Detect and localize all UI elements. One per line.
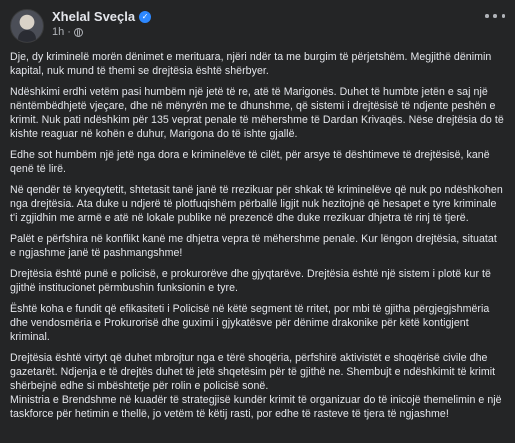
author-meta [52,8,151,38]
more-options-icon[interactable] [485,10,505,22]
post-paragraph: Palët e përfshira në konflikt kanë me dhjetra vepra të mëhershme penale. Kur lëngon drejtësia, situatat e ngjashme janë të pashmangshme! [10,233,497,259]
post-paragraph: Drejtësia është virtyt që duhet mbrojtur nga e tërë shoqëria, përfshirë aktivistët e shoqërisë civile dhe gazetarët. Ndjenja e të drejtës duhet të jetë shqetësim për të gjithë ne. Shembujt e ndëshkimit të krimit shërbejnë edhe si mbështetje për rolin e policisë sonë. Ministria e Brendshme në kuadër të strategjisë kundër krimit të organizuar do të inicojë themelimin e një taskforce për hetimin e thellë, jo vetëm të këtij rasti, por edhe të rasteve të tjera të ngjashme! [10,352,502,420]
post-meta-row [52,26,151,38]
post-paragraph: Dje, dy kriminelë morën dënimet e merituara, njëri ndër ta me burgim të përjetshëm. Megjithë dënimin kapital, nuk mund të themi se drejtësia është shërbyer. [10,51,492,77]
post-paragraph: Ndëshkimi erdhi vetëm pasi humbëm një jetë të re, atë të Marigonës. Duhet të humbte jetën e saj një nëntëmbëdhjetë vjeçare, dhe në mënyrën me te dhunshme, që sistemi i drejtësisë të ndjente peshën e krimit. Nuk pati ndëshkim për 135 veprat penale të mëhershme të Dardan Krivaqës. Nëse drejtësia do të kishte reaguar në kohën e duhur, Marigona do të ishte gjallë. [10,86,504,140]
post-paragraph: Është koha e fundit që efikasiteti i Policisë në këtë segment të rritet, por mbi të gjitha përgjegjshmëria dhe vendosmëria e Prokurorisë dhe guximi i gjykatësve për dënime drakonike për këtë kontigjent kriminal. [10,303,490,343]
verified-badge-icon: ✓ [139,11,151,23]
author-name[interactable]: Xhelal Sveçla [52,9,136,24]
separator-dot: · [67,26,71,38]
post-header [10,8,505,46]
author-avatar[interactable] [10,9,44,43]
author-name-row [52,8,151,25]
post-timestamp[interactable]: 1h [52,26,65,38]
post-paragraph: Drejtësia është punë e policisë, e prokurorëve dhe gjyqtarëve. Drejtësia është një sistem i plotë kur të gjithë institucionet përmbushin funksionin e tyre. [10,268,491,294]
globe-icon[interactable] [74,28,83,37]
post-body [10,50,505,421]
post-paragraph: Edhe sot humbëm një jetë nga dora e kriminelëve të cilët, për arsye të dështimeve të drejtësisë, kanë qenë të lirë. [10,149,490,175]
post-paragraph: Në qendër të kryeqytetit, shtetasit tanë janë të rrezikuar për shkak të kriminelëve që nuk po ndëshkohen nga drejtësia. Ata duke u ndjerë të plotfuqishëm përballë ligjit nuk hezitojnë që hesapet e tyre kriminale t'i zgjidhin me armë e atë në lokale publike në prezencë dhe duke rrezikuar dhjetra të rinj të tjerë. [10,184,503,224]
